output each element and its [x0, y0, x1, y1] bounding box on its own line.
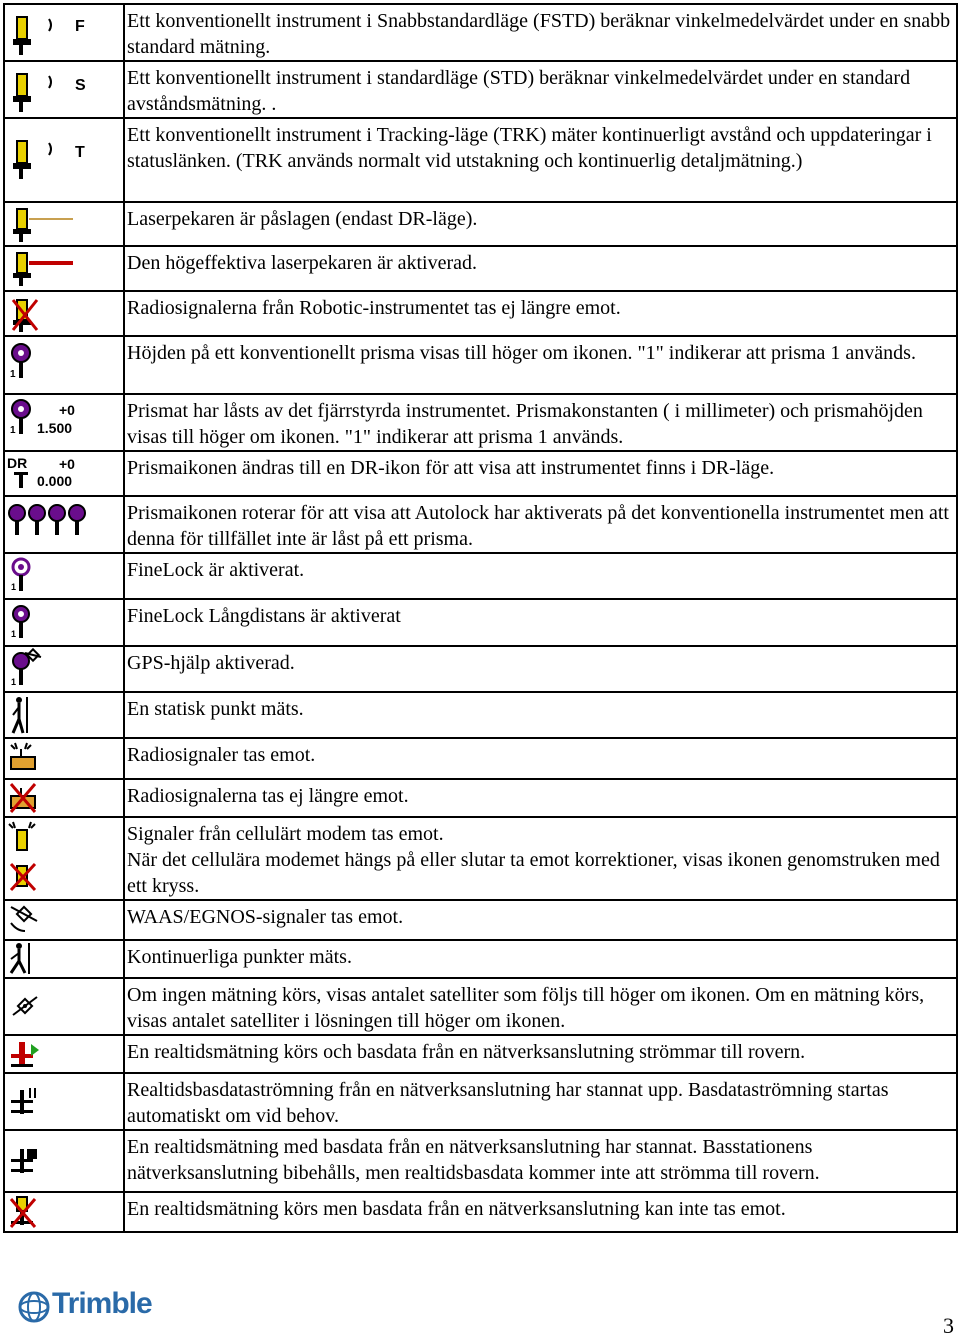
legend-row [4, 738, 957, 779]
prism-height-icon [5, 337, 123, 393]
row-description: Ett konventionellt instrument i Snabbstandardläge (FSTD) beräknar vinkelmedelvärdet under en snabb standard mätning. [127, 10, 951, 58]
legend-row [4, 817, 957, 900]
row-description: Signaler från cellulärt modem tas emot. När det cellulära modemet hängs på eller slutar ta emot korrektioner, visas ikonen genomstruken med ett kryss. [127, 823, 940, 897]
legend-row [4, 291, 957, 336]
laser-pointer-icon [5, 203, 123, 245]
row-description: Radiosignalerna tas ej längre emot. [127, 785, 409, 807]
mode-letter: T [75, 144, 85, 161]
legend-row [4, 1035, 957, 1073]
legend-row [4, 118, 957, 202]
legend-row [4, 900, 957, 940]
row-description: Radiosignaler tas emot. [127, 744, 316, 766]
prism-constant: +0 [59, 402, 75, 418]
prism-rotating-icon [5, 497, 123, 549]
icon-legend-table [3, 3, 958, 1233]
satellite-count-icon [5, 979, 123, 1034]
high-power-laser-icon [5, 247, 123, 290]
network-error-icon [5, 1193, 123, 1231]
prism-constant: +0 [59, 456, 75, 472]
prism-height-value: 0.000 [37, 473, 73, 489]
legend-row [4, 1192, 957, 1232]
svg-text:1: 1 [11, 677, 17, 687]
legend-row [4, 202, 957, 246]
instrument-std-icon [5, 62, 123, 117]
robotic-no-signal-icon [5, 292, 123, 335]
row-description: En statisk punkt mäts. [127, 698, 304, 720]
row-description: Om ingen mätning körs, visas antalet satelliter som följs till höger om ikonen. Om en mätning körs, visas antalet satelliter i lösningen till höger om ikonen. [127, 984, 925, 1032]
prism-dr-icon [5, 452, 123, 495]
waas-egnos-icon [5, 901, 123, 939]
finelock-long-range-icon [5, 600, 123, 645]
legend-row [4, 336, 957, 394]
row-description: Kontinuerliga punkter mäts. [127, 946, 352, 968]
legend-row [4, 61, 957, 118]
finelock-icon [5, 554, 123, 598]
svg-text:1: 1 [10, 369, 16, 380]
continuous-points-icon [5, 941, 123, 977]
legend-row [4, 1073, 957, 1130]
row-description: Ett konventionellt instrument i standardläge (STD) beräknar vinkelmedelvärdet under en standard avståndsmätning. . [127, 67, 911, 115]
legend-row [4, 451, 957, 496]
instrument-trk-icon [5, 119, 123, 201]
row-description: WAAS/EGNOS-signaler tas emot. [127, 906, 404, 928]
network-stopped-icon [5, 1131, 123, 1191]
instrument-fstd-icon [5, 5, 123, 60]
network-streaming-icon [5, 1036, 123, 1072]
prism-height-value: 1.500 [37, 420, 73, 436]
legend-row [4, 246, 957, 291]
row-description: Höjden på ett konventionellt prisma visas till höger om ikonen. "1" indikerar att prisma 1 används. [127, 342, 916, 364]
page-number: 3 [943, 1313, 954, 1338]
row-description: Ett konventionellt instrument i Tracking-läge (TRK) mäter kontinuerligt avstånd och uppdateringar i statuslänken. (TRK används normalt vid utstakning och kontinuerlig detaljmätning.) [127, 124, 932, 172]
gps-assist-icon [5, 647, 123, 691]
legend-row [4, 779, 957, 817]
dr-label: DR [7, 455, 28, 471]
legend-row [4, 394, 957, 451]
legend-row [4, 692, 957, 738]
row-description: En realtidsmätning med basdata från en nätverksanslutning har stannat. Basstationens nätverksanslutning bibehålls, men realtidsbasdata kommer inte att strömma till rovern. [127, 1136, 820, 1184]
legend-row [4, 496, 957, 553]
trimble-logo [16, 1287, 176, 1327]
row-description: GPS-hjälp aktiverad. [127, 652, 295, 674]
legend-row [4, 940, 957, 978]
row-description: Prismat har låsts av det fjärrstyrda instrumentet. Prismakonstanten ( i millimeter) och prismahöjden visas till höger om ikonen. "1" indikerar att prisma 1 används. [127, 400, 923, 448]
svg-text:1: 1 [11, 582, 17, 592]
legend-row [4, 4, 957, 61]
mode-letter: S [75, 77, 86, 94]
cellular-modem-icon [5, 818, 123, 898]
row-description: FineLock Långdistans är aktiverat [127, 605, 401, 627]
logo-text: Trimble [52, 1287, 152, 1320]
row-description: Den högeffektiva laserpekaren är aktiverad. [127, 252, 478, 274]
row-description: Radiosignalerna från Robotic-instrumentet tas ej längre emot. [127, 297, 621, 319]
network-paused-icon [5, 1074, 123, 1128]
radio-receive-icon [5, 739, 123, 778]
svg-text:1: 1 [10, 425, 16, 436]
legend-row [4, 978, 957, 1035]
legend-row [4, 1130, 957, 1192]
row-description: En realtidsmätning körs men basdata från en nätverksanslutning kan inte tas emot. [127, 1198, 786, 1220]
static-point-icon [5, 693, 123, 737]
legend-row [4, 646, 957, 692]
row-description: Realtidsbasdataströmning från en nätverksanslutning har stannat upp. Basdataströmning startas automatiskt om vid behov. [127, 1079, 889, 1127]
legend-row [4, 553, 957, 599]
svg-text:1: 1 [11, 629, 17, 639]
row-description: FineLock är aktiverat. [127, 559, 305, 581]
radio-lost-icon [5, 780, 123, 816]
globe-icon [16, 1289, 52, 1325]
prism-locked-icon [5, 395, 123, 448]
row-description: Prismaikonen ändras till en DR-ikon för att visa att instrumentet finns i DR-läge. [127, 457, 775, 479]
mode-letter: F [75, 18, 85, 35]
row-description: Laserpekaren är påslagen (endast DR-läge). [127, 208, 478, 230]
row-description: Prismaikonen roterar för att visa att Autolock har aktiverats på det konventionella instrumentet men att denna för tillfället inte är låst på ett prisma. [127, 502, 949, 550]
legend-row [4, 599, 957, 646]
row-description: En realtidsmätning körs och basdata från en nätverksanslutning strömmar till rovern. [127, 1041, 806, 1063]
